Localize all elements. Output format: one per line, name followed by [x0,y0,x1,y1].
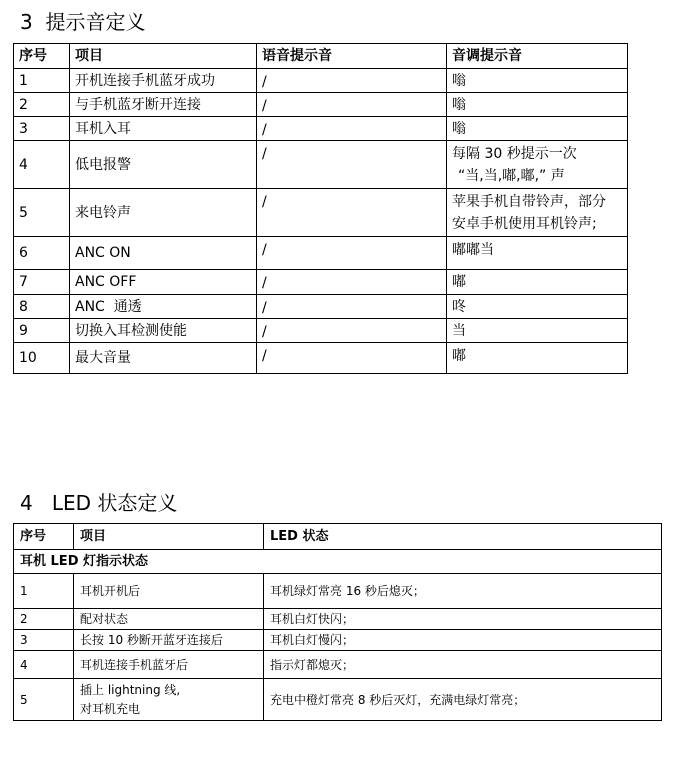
table-row [14,679,662,721]
row-tone-line2: “当,当,嘟,嘟,” 声 [458,167,565,184]
row-no: 5 [14,679,74,721]
row-no: 4 [14,141,70,189]
row-tone-line1: 苹果手机自带铃声，部分 [452,193,606,210]
row-item: 耳机开机后 [74,574,264,609]
row-item: 切换入耳检测使能 [70,319,257,343]
row-no: 9 [14,319,70,343]
table-row [14,343,628,374]
row-voice: / [257,295,447,319]
table-row [14,651,662,679]
table-row [14,319,628,343]
row-item: ANC OFF [70,270,257,295]
row-tone-line1: 每隔 30 秒提示一次 [452,145,577,162]
table-row [14,93,628,117]
table-header-row [14,524,662,550]
table-row [14,609,662,630]
row-voice: / [257,141,447,189]
row-voice: / [257,319,447,343]
row-no: 5 [14,189,70,237]
row-no: 2 [14,609,74,630]
row-no: 7 [14,270,70,295]
row-item: 耳机连接手机蓝牙后 [74,651,264,679]
table-row [14,141,628,189]
row-no: 3 [14,630,74,651]
row-no: 10 [14,343,70,374]
header-no: 序号 [14,44,70,69]
row-item: 与手机蓝牙断开连接 [70,93,257,117]
row-voice: / [257,237,447,270]
row-state: 耳机白灯快闪； [264,609,662,630]
row-tone: 嗡 [447,69,628,93]
row-voice: / [257,117,447,141]
row-item: 长按 10 秒断开蓝牙连接后 [74,630,264,651]
row-item: ANC ON [70,237,257,270]
row-item: 开机连接手机蓝牙成功 [70,69,257,93]
led-status-table [13,523,662,721]
row-voice: / [257,93,447,117]
row-tone-line2: 安卓手机使用耳机铃声; [452,215,597,232]
section-4-number: 4 [20,491,33,515]
row-item: 配对状态 [74,609,264,630]
row-state: 指示灯都熄灭； [264,651,662,679]
row-state: 耳机白灯慢闪； [264,630,662,651]
row-tone [447,189,628,237]
group-label: 耳机 LED 灯指示状态 [14,550,662,574]
header-voice: 语音提示音 [257,44,447,69]
row-state: 充电中橙灯常亮 8 秒后灭灯，充满电绿灯常亮； [264,679,662,721]
header-led-state: LED 状态 [264,524,662,550]
section-3-heading [20,6,145,35]
row-no: 2 [14,93,70,117]
row-tone: 嗡 [447,117,628,141]
table-row [14,630,662,651]
section-4-title: LED 状态定义 [51,491,178,515]
row-item-line2: 对耳机充电 [80,701,141,716]
table-row [14,237,628,270]
header-tone: 音调提示音 [447,44,628,69]
table-row [14,69,628,93]
table-header-row [14,44,628,69]
header-no: 序号 [14,524,74,550]
row-tone: 嘟 [447,270,628,295]
row-voice: / [257,69,447,93]
table-row [14,189,628,237]
row-no: 4 [14,651,74,679]
header-item: 项目 [74,524,264,550]
row-voice: / [257,343,447,374]
group-row [14,550,662,574]
header-item: 项目 [70,44,257,69]
row-no: 3 [14,117,70,141]
section-3-title: 提示音定义 [45,10,146,34]
row-voice: / [257,270,447,295]
prompt-tone-table [13,43,628,374]
section-4-heading [20,487,177,516]
table-row [14,270,628,295]
row-tone: 嗡 [447,93,628,117]
row-tone: 嘟 [447,343,628,374]
row-no: 1 [14,69,70,93]
row-item: 耳机入耳 [70,117,257,141]
row-tone: 咚 [447,295,628,319]
row-item: 最大音量 [70,343,257,374]
row-item [74,679,264,721]
row-item: 低电报警 [70,141,257,189]
row-no: 8 [14,295,70,319]
row-item-line1: 插上 lightning 线, [80,682,181,697]
row-tone: 当 [447,319,628,343]
row-voice: / [257,189,447,237]
row-item: ANC 通透 [70,295,257,319]
row-tone [447,141,628,189]
row-no: 1 [14,574,74,609]
section-3-number: 3 [20,10,33,34]
table-row [14,574,662,609]
row-tone: 嘟嘟当 [447,237,628,270]
row-no: 6 [14,237,70,270]
table-row [14,117,628,141]
row-item: 来电铃声 [70,189,257,237]
row-state: 耳机绿灯常亮 16 秒后熄灭； [264,574,662,609]
table-row [14,295,628,319]
